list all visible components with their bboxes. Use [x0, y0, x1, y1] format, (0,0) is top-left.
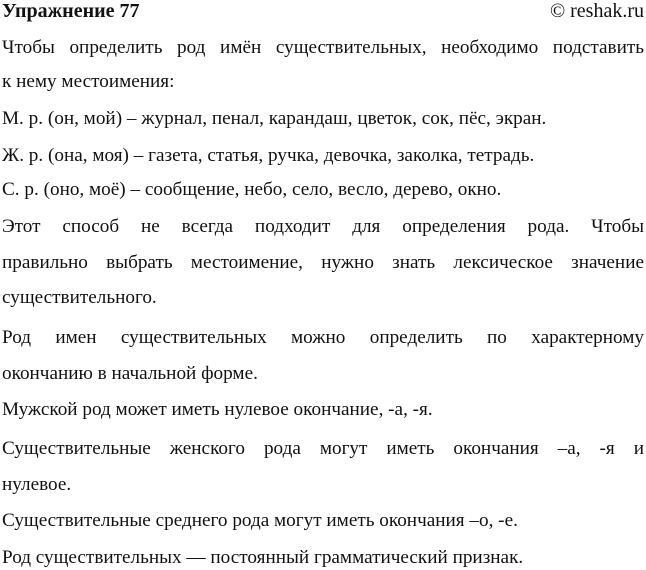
site-watermark: © reshak.ru — [549, 0, 644, 22]
neuter-examples: С. р. (оно, моё) – сообщение, небо, село, весло, дерево, окно. — [2, 179, 502, 200]
intro-line-2: к нему местоимения: — [2, 71, 175, 92]
masculine-examples: М. р. (он, мой) – журнал, пенал, карандаш, цветок, сок, пёс, экран. — [2, 108, 547, 129]
masculine-endings: Мужской род может иметь нулевое окончание, -а, -я. — [2, 399, 433, 420]
conclusion: Род существительных — постоянный грамматический признак. — [2, 547, 524, 568]
note-line-1: Этот способ не всегда подходит для определения рода. Чтобы — [2, 216, 644, 237]
neuter-endings: Существительные среднего рода могут иметь окончания –о, -е. — [2, 510, 518, 531]
feminine-examples: Ж. р. (она, моя) – газета, статья, ручка, девочка, заколка, тетрадь. — [2, 145, 535, 166]
intro-line-1: Чтобы определить род имён существительных, необходимо подставить — [2, 37, 644, 58]
endings-intro-line-1: Род имен существительных можно определить по характерному — [2, 327, 644, 348]
endings-intro-line-2: окончанию в начальной форме. — [2, 363, 258, 384]
page-header — [2, 0, 644, 26]
note-line-2: правильно выбрать местоимение, нужно знать лексическое значение — [2, 252, 644, 273]
note-line-3: существительного. — [2, 287, 157, 308]
feminine-endings-line-1: Существительные женского рода могут иметь окончания –а, -я и — [2, 438, 644, 459]
exercise-title: Упражнение 77 — [2, 0, 140, 22]
feminine-endings-line-2: нулевое. — [2, 474, 72, 495]
